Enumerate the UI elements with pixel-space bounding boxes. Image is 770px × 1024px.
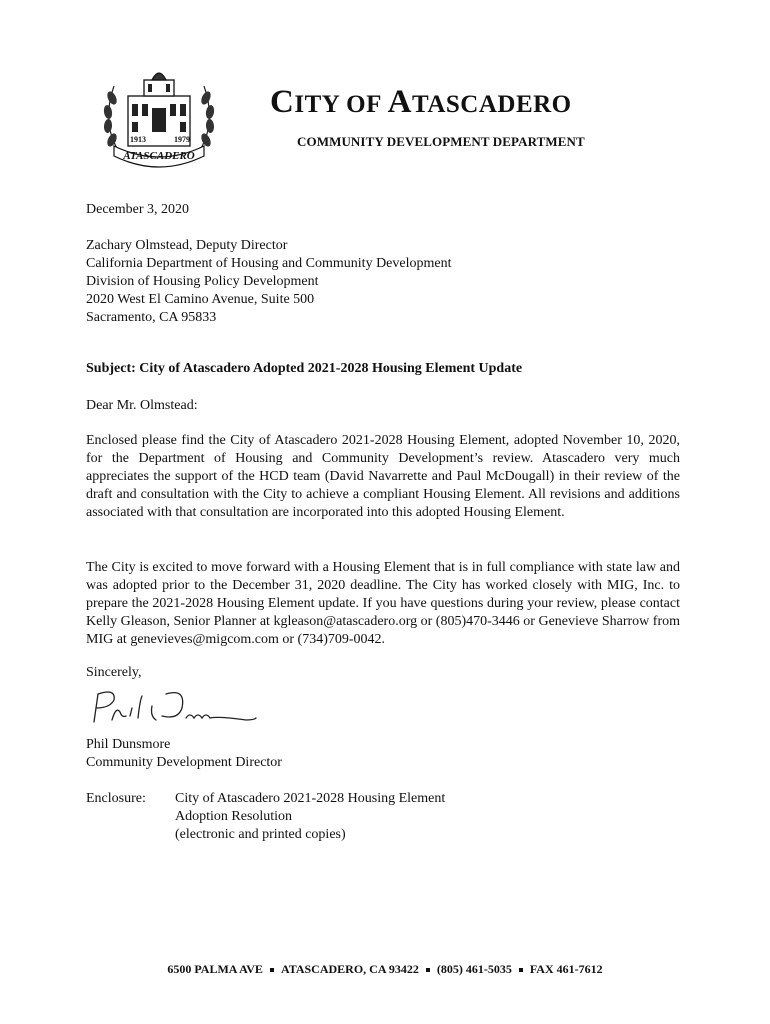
title-initial-c: C (270, 84, 295, 120)
closing: Sincerely, (86, 665, 142, 680)
footer-phone: (805) 461-5035 (436, 962, 512, 976)
body-paragraph: Enclosed please find the City of Atascadero 2021-2028 Housing Element, adopted November 10, 2020, for the Department of Housing and Community Development’s review. Atascadero very much appreciates the support of the HCD team (David Navarrette and Paul McDougall) in their review of the draft and consultation with the City to achieve a compliant Housing Element. All revisions and additions associated with that consultation are incorporated into this adopted Housing Element. (86, 433, 680, 520)
letterhead-title (270, 84, 670, 121)
seal-year-left: 1913 (130, 135, 146, 144)
body-paragraph: The City is excited to move forward with a Housing Element that is in full compliance with state law and was adopted prior to the December 31, 2020 deadline. The City has worked closely with MIG, Inc. to prepare the 2021-2028 Housing Element update. If you have questions during your review, please contact Kelly Gleason, Senior Planner at kgleason@atascadero.org or (805)470-3446 or Genevieve Sharrow from MIG at genevieves@migcom.com or (734)709-0042. (86, 560, 680, 647)
letter-date: December 3, 2020 (86, 202, 190, 217)
title-initial-a: A (387, 84, 413, 120)
recipient-line: Sacramento, CA 95833 (86, 310, 217, 325)
signer-name: Phil Dunsmore (86, 737, 171, 752)
signer-title: Community Development Director (86, 755, 282, 770)
seal-banner-text: ATASCADERO (123, 150, 195, 162)
footer-city: ATASCADERO, CA 93422 (280, 962, 419, 976)
city-seal-logo (92, 56, 226, 174)
letterhead-footer (0, 962, 770, 977)
salutation: Dear Mr. Olmstead: (86, 398, 198, 413)
enclosure-item: (electronic and printed copies) (175, 827, 346, 842)
title-part-2: TASCADERO (412, 91, 572, 118)
enclosure-item: Adoption Resolution (175, 809, 293, 824)
seal-year-right: 1979 (174, 135, 190, 144)
title-part-1: ITY OF (294, 91, 388, 118)
footer-separator (426, 968, 430, 972)
enclosure-label: Enclosure: (86, 791, 146, 806)
handwritten-signature (86, 686, 258, 734)
recipient-line: California Department of Housing and Community Development (86, 256, 452, 271)
enclosure-item: City of Atascadero 2021-2028 Housing Element (175, 791, 446, 806)
enclosure-list (175, 790, 445, 844)
signer-block (86, 736, 282, 772)
footer-fax: FAX 461-7612 (529, 962, 603, 976)
recipient-line: Zachary Olmstead, Deputy Director (86, 238, 288, 253)
recipient-address (86, 237, 451, 327)
recipient-line: 2020 West El Camino Avenue, Suite 500 (86, 292, 315, 307)
footer-address: 6500 PALMA AVE (167, 962, 263, 976)
footer-separator (270, 968, 274, 972)
footer-separator (519, 968, 523, 972)
department-name: COMMUNITY DEVELOPMENT DEPARTMENT (297, 134, 585, 149)
recipient-line: Division of Housing Policy Development (86, 274, 319, 289)
subject-line: Subject: City of Atascadero Adopted 2021-2028 Housing Element Update (86, 361, 523, 376)
